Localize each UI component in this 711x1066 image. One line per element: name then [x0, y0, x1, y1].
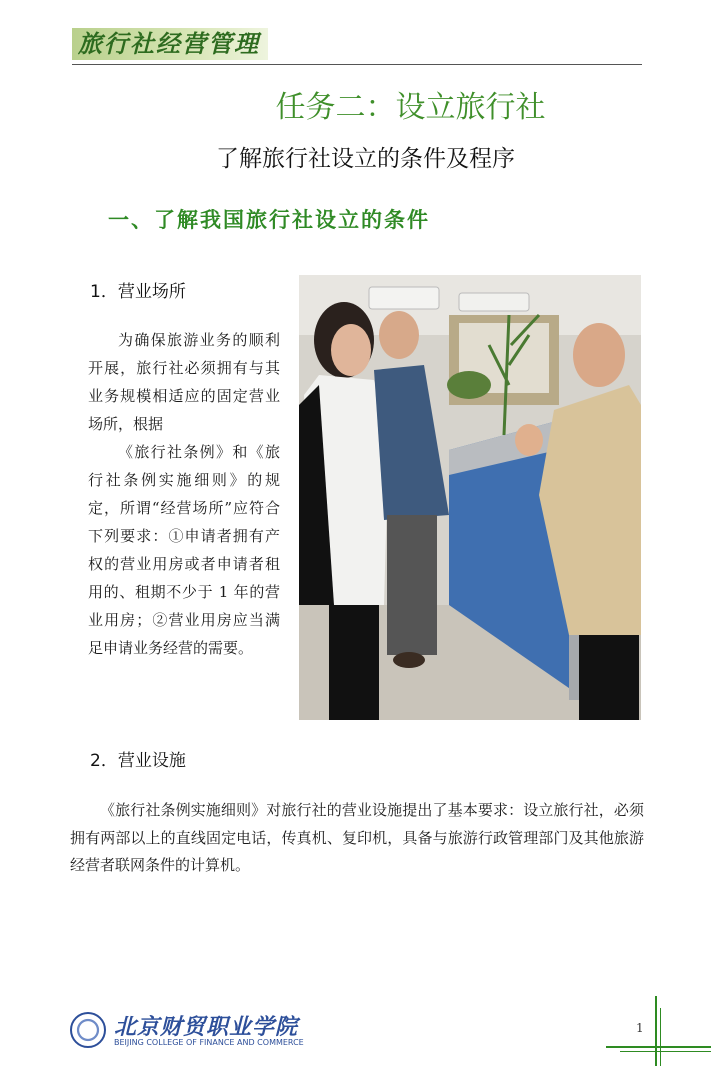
- corner-decoration: [660, 1008, 661, 1066]
- college-name-cn: 北京财贸职业学院: [114, 1014, 299, 1040]
- section-heading: 一、了解我国旅行社设立的条件: [108, 208, 430, 232]
- item-heading-facilities: 2．营业设施: [90, 751, 186, 771]
- premises-text: [88, 326, 280, 662]
- college-logo: [70, 1010, 310, 1052]
- page-subtitle: 了解旅行社设立的条件及程序: [216, 146, 515, 172]
- header-brand: 旅行社经营管理: [72, 28, 268, 60]
- college-seal-icon: [70, 1012, 106, 1048]
- premises-paragraph-2: 《旅行社条例》和《旅行社条例实施细则》的规定，所谓“经营场所”应符合下列要求：①申请者拥有产权的营业用房或者申请者租用的、租期不少于 1 年的营业用房；②营业用房应当满足申请业务经营的需要。: [88, 443, 280, 657]
- item-heading-premises: 1．营业场所: [90, 282, 186, 302]
- corner-decoration: [606, 1046, 711, 1048]
- page-number: 1: [636, 1021, 644, 1035]
- facilities-paragraph: 《旅行社条例实施细则》对旅行社的营业设施提出了基本要求：设立旅行社，必须拥有两部以上的直线固定电话，传真机、复印机，具备与旅游行政管理部门及其他旅游经营者联网条件的计算机。: [70, 801, 644, 874]
- premises-paragraph-1: 为确保旅游业务的顺利开展，旅行社必须拥有与其业务规模相适应的固定营业场所，根据: [88, 331, 280, 433]
- page-title: 任务二：设立旅行社: [275, 90, 546, 125]
- college-name-en: BEIJING COLLEGE OF FINANCE AND COMMERCE: [114, 1038, 304, 1047]
- header-divider: [72, 64, 642, 65]
- corner-decoration: [620, 1051, 711, 1052]
- corner-decoration: [655, 996, 657, 1066]
- office-photo: [299, 275, 641, 720]
